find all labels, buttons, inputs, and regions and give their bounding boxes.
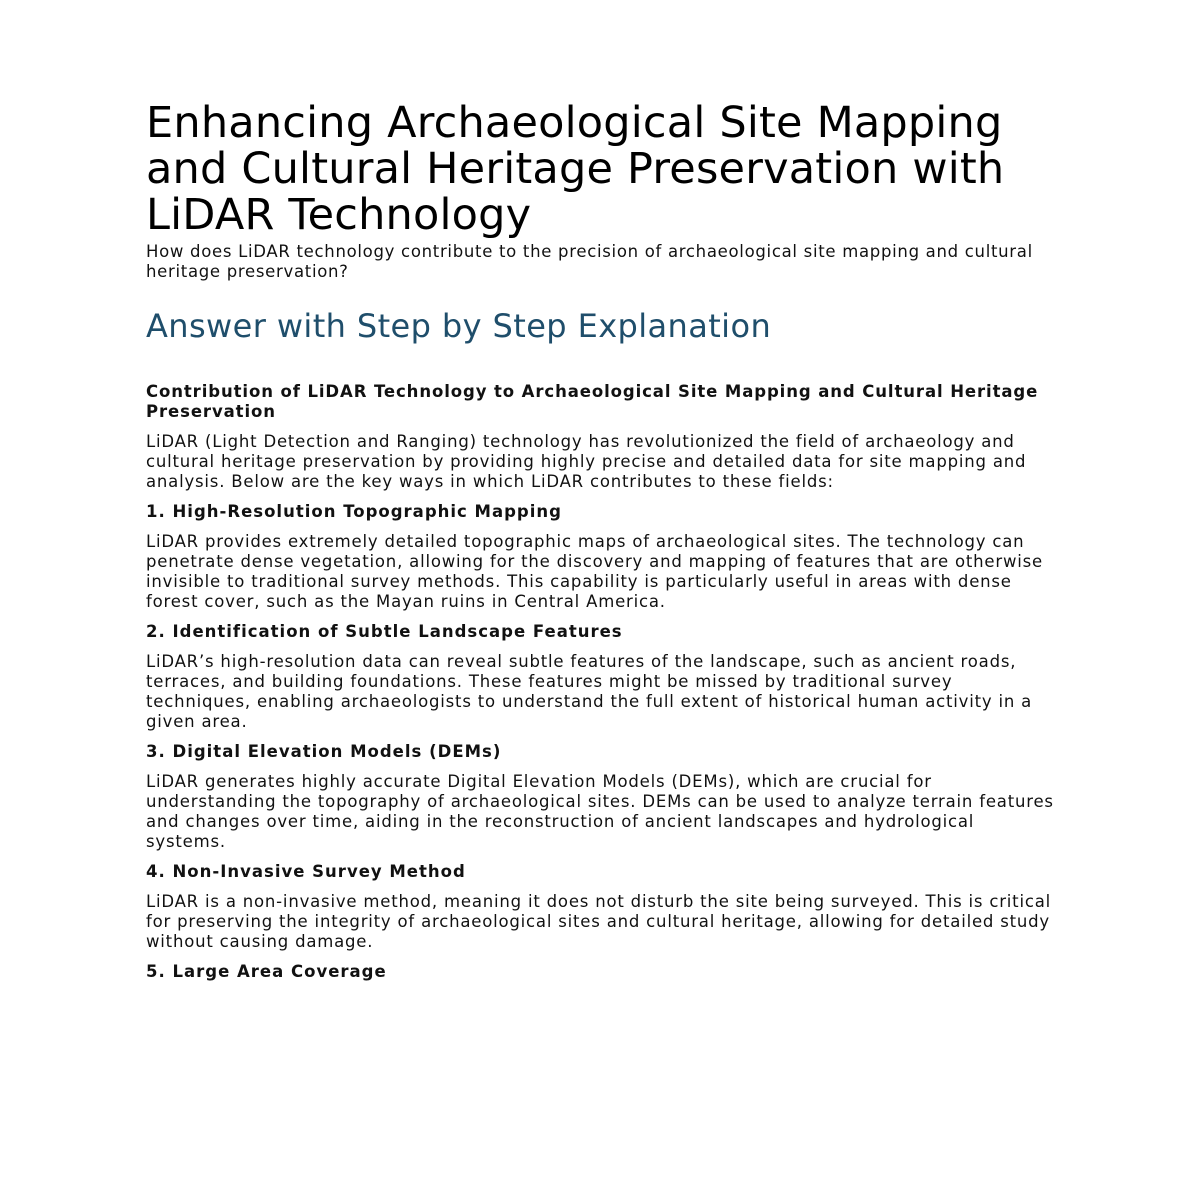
step-title: 4. Non-Invasive Survey Method: [146, 862, 466, 881]
document-content: [146, 100, 1056, 982]
question-text: How does LiDAR technology contribute to the precision of archaeological site mapping and cultural heritage preservation?: [146, 242, 1033, 281]
step-body: LiDAR’s high-resolution data can reveal subtle features of the landscape, such as ancient roads, terraces, and building foundations. These features might be missed by traditional survey techniques, enabling archaeologists to understand the full extent of historical human activity in a given area.: [146, 652, 1033, 731]
step-body: LiDAR is a non-invasive method, meaning it does not disturb the site being surveyed. This is critical for preserving the integrity of archaeological sites and cultural heritage, allowing for detailed study without causing damage.: [146, 892, 1052, 951]
step-1: [146, 502, 1056, 612]
step-title: 5. Large Area Coverage: [146, 962, 387, 981]
step-title: 3. Digital Elevation Models (DEMs): [146, 742, 502, 761]
step-title: 2. Identification of Subtle Landscape Features: [146, 622, 623, 641]
step-title: 1. High-Resolution Topographic Mapping: [146, 502, 562, 521]
step-body: LiDAR generates highly accurate Digital Elevation Models (DEMs), which are crucial for understanding the topography of archaeological sites. DEMs can be used to analyze terrain features and changes over time, aiding in the reconstruction of ancient landscapes and hydrological systems.: [146, 772, 1054, 851]
step-3: [146, 742, 1056, 852]
step-5: [146, 962, 1056, 982]
step-body: LiDAR provides extremely detailed topographic maps of archaeological sites. The technology can penetrate dense vegetation, allowing for the discovery and mapping of features that are otherwise invisible to traditional survey methods. This capability is particularly useful in areas with dense forest cover, such as the Mayan ruins in Central America.: [146, 532, 1043, 611]
page-title: Enhancing Archaeological Site Mapping and Cultural Heritage Preservation with LiDAR Technology: [146, 98, 1005, 240]
section-title: Contribution of LiDAR Technology to Archaeological Site Mapping and Cultural Heritage Preservation: [146, 382, 1039, 421]
step-4: [146, 862, 1056, 952]
step-2: [146, 622, 1056, 732]
intro-paragraph: LiDAR (Light Detection and Ranging) technology has revolutionized the field of archaeology and cultural heritage preservation by providing highly precise and detailed data for site mapping and analysis. Below are the key ways in which LiDAR contributes to these fields:: [146, 432, 1027, 491]
answer-heading: Answer with Step by Step Explanation: [146, 307, 772, 345]
